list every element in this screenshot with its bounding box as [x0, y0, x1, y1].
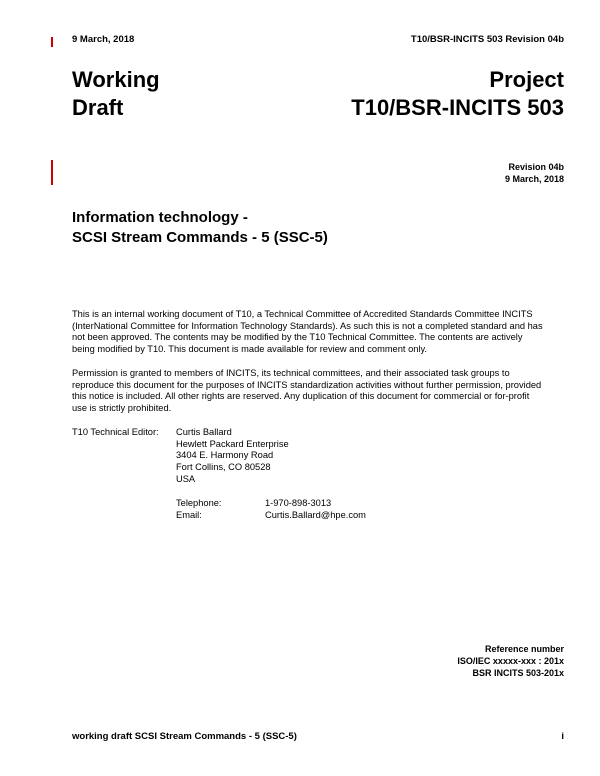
project-label — [351, 66, 564, 122]
telephone-value: 1-970-898-3013 — [265, 498, 332, 508]
reference-iso: ISO/IEC xxxxx-xxx : 201x — [457, 656, 564, 666]
editor-company: Hewlett Packard Enterprise — [176, 438, 289, 449]
footer-title: working draft SCSI Stream Commands - 5 (SSC-5) — [72, 731, 297, 742]
paragraph-line: not been approved. The contents may be modified by the T10 Technical Committee. The contents are actively — [72, 332, 523, 343]
status-paragraph — [72, 309, 568, 356]
working-label: Working — [72, 67, 160, 92]
editor-label: T10 Technical Editor: — [72, 427, 159, 437]
draft-label: Draft — [72, 95, 124, 120]
change-bar-revision — [51, 160, 53, 185]
document-title — [72, 208, 328, 248]
reference-label: Reference number — [484, 644, 564, 654]
paragraph-line: (InterNational Committee for Information Technology Standards). As such this is not a completed standard and has — [72, 320, 543, 331]
working-draft-label — [72, 66, 160, 122]
project-word: Project — [489, 67, 564, 92]
editor-street: 3404 E. Harmony Road — [176, 450, 274, 461]
paragraph-line: this notice is included. All other rights are reserved. Any duplication of this document for commercial or for-profit — [72, 391, 530, 402]
email-value[interactable]: Curtis.Ballard@hpe.com — [265, 510, 366, 520]
paragraph-line: This is an internal working document of T10, a Technical Committee of Accredited Standards Committee INCITS — [72, 309, 533, 319]
permission-paragraph — [72, 368, 568, 415]
editor-address — [176, 427, 289, 486]
reference-block — [457, 643, 564, 679]
editor-city: Fort Collins, CO 80528 — [176, 462, 271, 473]
paragraph-line: use is strictly prohibited. — [72, 403, 172, 414]
telephone-label: Telephone: — [176, 498, 222, 508]
header-doc-id: T10/BSR-INCITS 503 Revision 04b — [410, 34, 564, 45]
document-title-line1: Information technology - — [72, 209, 248, 226]
page-number: i — [561, 731, 564, 742]
editor-name: Curtis Ballard — [176, 427, 232, 437]
paragraph-line: Permission is granted to members of INCITS, its technical committees, and their associated task groups to — [72, 368, 510, 378]
project-id: T10/BSR-INCITS 503 — [351, 95, 564, 120]
header-date: 9 March, 2018 — [72, 34, 135, 45]
paragraph-line: reproduce this document for the purposes of INCITS standardization activities without further permission, provided — [72, 379, 542, 390]
paragraph-line: being modified by T10. This document is made available for review and comment only. — [72, 344, 428, 355]
revision-block — [505, 161, 564, 185]
revision-label: Revision 04b — [508, 162, 564, 172]
reference-bsr: BSR INCITS 503-201x — [472, 668, 564, 678]
document-title-line2: SCSI Stream Commands - 5 (SSC-5) — [72, 229, 328, 246]
revision-date: 9 March, 2018 — [504, 174, 564, 184]
change-bar-header — [51, 37, 53, 47]
editor-country: USA — [176, 473, 196, 484]
email-label: Email: — [176, 510, 202, 520]
